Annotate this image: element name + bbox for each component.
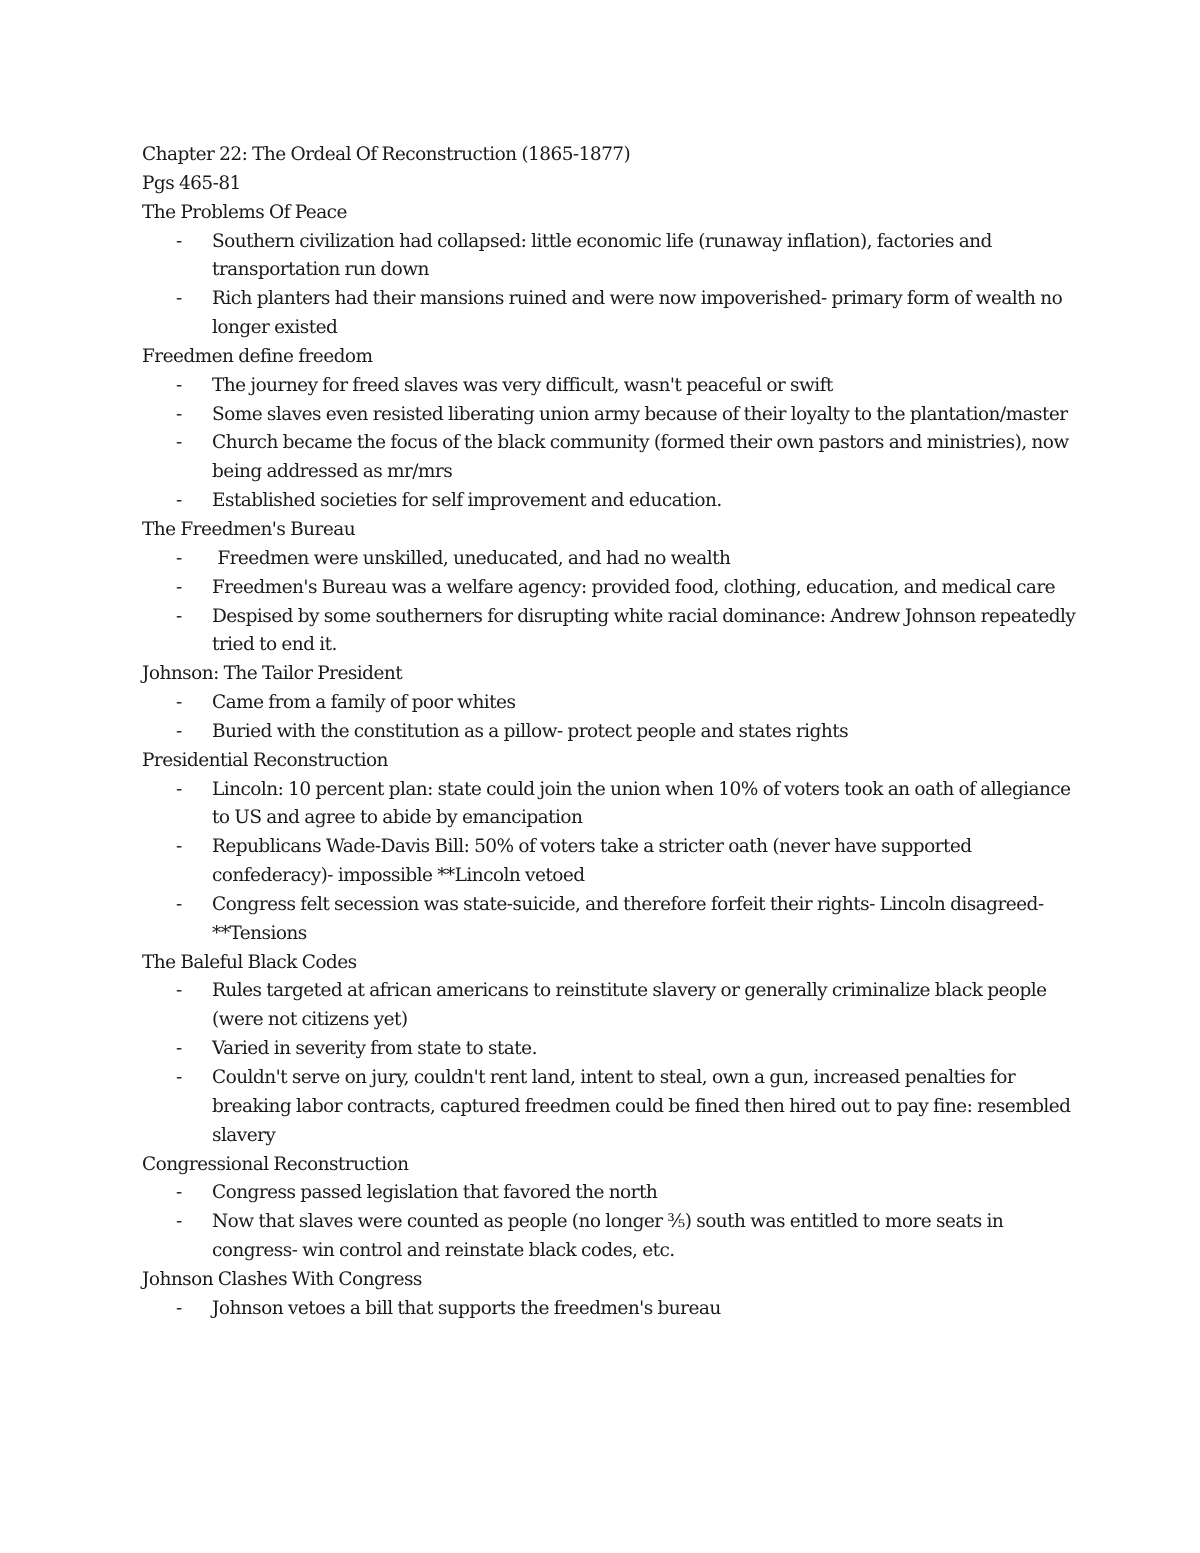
dash-bullet: - [176, 1297, 182, 1319]
bullet-list [142, 689, 1142, 747]
list-item [142, 545, 1092, 574]
dash-bullet: - [176, 720, 182, 742]
dash-bullet: - [176, 893, 182, 915]
bullet-list [142, 1179, 1142, 1266]
list-item [142, 891, 1092, 949]
list-item-text: Some slaves even resisted liberating union army because of their loyalty to the plantation/master [212, 403, 1068, 425]
dash-bullet: - [176, 403, 182, 425]
section-presidential-reconstruction [142, 747, 1142, 949]
page-range: Pgs 465-81 [142, 172, 241, 194]
list-item-text: Despised by some southerners for disrupting white racial dominance: Andrew Johnson repeatedly tried to end it. [212, 605, 1076, 656]
list-item-text: Rich planters had their mansions ruined and were now impoverished- primary form of wealth no longer existed [212, 288, 1063, 339]
list-item [142, 487, 1092, 516]
list-item-text: Lincoln: 10 percent plan: state could join the union when 10% of voters took an oath of allegiance to US and agree to abide by emancipation [212, 778, 1071, 829]
list-item [142, 285, 1092, 343]
list-item-text: Freedmen's Bureau was a welfare agency: provided food, clothing, education, and medical care [212, 576, 1056, 598]
list-item [142, 429, 1092, 487]
list-item [142, 1179, 1092, 1208]
section-tailor-president [142, 660, 1142, 747]
dash-bullet: - [176, 1038, 182, 1060]
dash-bullet: - [176, 1067, 182, 1088]
list-item [142, 977, 1092, 1035]
list-item-text: Congress felt secession was state-suicide, and therefore forfeit their rights- Lincoln disagreed- **Tensions [212, 893, 1044, 944]
section-heading: Congressional Reconstruction [142, 1153, 409, 1175]
list-item-text: Johnson vetoes a bill that supports the freedmen's bureau [212, 1297, 721, 1319]
section-heading: The Freedmen's Bureau [142, 518, 356, 540]
dash-bullet: - [176, 432, 182, 454]
list-item-text: Couldn't serve on jury, couldn't rent land, intent to steal, own a gun, increased penalties for breaking labor contracts, captured freedmen could be fined then hired out to pay fine: resembled slavery [212, 1067, 1071, 1146]
dash-bullet: - [176, 836, 182, 858]
bullet-list [142, 545, 1142, 660]
dash-bullet: - [176, 374, 182, 396]
dash-bullet: - [176, 1211, 182, 1233]
section-freedmens-bureau [142, 516, 1142, 660]
section-congressional-reconstruction [142, 1151, 1142, 1266]
dash-bullet: - [176, 692, 182, 714]
list-item-text: Varied in severity from state to state. [212, 1038, 537, 1060]
dash-bullet: - [176, 778, 182, 800]
list-item [142, 1208, 1092, 1266]
list-item [142, 574, 1092, 603]
dash-bullet: - [176, 288, 182, 310]
list-item [142, 1035, 1092, 1064]
document-title: Chapter 22: The Ordeal Of Reconstruction (1865-1877) [142, 144, 631, 165]
list-item-text: Came from a family of poor whites [212, 692, 516, 714]
list-item [142, 401, 1092, 430]
section-problems-of-peace [142, 199, 1142, 343]
section-freedmen-define-freedom [142, 343, 1142, 516]
list-item-text: Rules targeted at african americans to reinstitute slavery or generally criminalize black people (were not citizens yet) [212, 980, 1047, 1031]
list-item [142, 833, 1092, 891]
dash-bullet: - [176, 605, 182, 627]
list-item [142, 776, 1092, 834]
list-item [142, 228, 1092, 286]
list-item [142, 603, 1092, 661]
section-black-codes [142, 949, 1142, 1151]
section-heading: The Baleful Black Codes [142, 951, 357, 973]
list-item-text: Republicans Wade-Davis Bill: 50% of voters take a stricter oath (never have supported confederacy)- impossible **Lincoln vetoed [212, 836, 972, 887]
bullet-list [142, 228, 1142, 343]
list-item-text: Freedmen were unskilled, uneducated, and had no wealth [212, 547, 731, 569]
list-item-text: Congress passed legislation that favored the north [212, 1182, 658, 1204]
bullet-list [142, 1295, 1142, 1324]
dash-bullet: - [176, 230, 182, 252]
list-item-text: Established societies for self improvement and education. [212, 490, 722, 512]
list-item-text: Southern civilization had collapsed: little economic life (runaway inflation), factories and transportation run down [212, 230, 992, 281]
section-heading: The Problems Of Peace [142, 201, 347, 223]
list-item [142, 1295, 1092, 1324]
section-heading: Presidential Reconstruction [142, 749, 388, 771]
dash-bullet: - [176, 980, 182, 1002]
bullet-list [142, 776, 1142, 949]
list-item-text: Now that slaves were counted as people (no longer ⅗) south was entitled to more seats in congress- win control and reinstate black codes, etc. [212, 1211, 1004, 1262]
list-item [142, 1064, 1092, 1151]
list-item [142, 718, 1092, 747]
section-heading: Johnson: The Tailor President [142, 663, 403, 685]
section-heading: Freedmen define freedom [142, 345, 373, 367]
list-item [142, 689, 1092, 718]
dash-bullet: - [176, 490, 182, 512]
list-item-text: The journey for freed slaves was very difficult, wasn't peaceful or swift [212, 374, 833, 396]
list-item-text: Buried with the constitution as a pillow- protect people and states rights [212, 720, 849, 742]
dash-bullet: - [176, 547, 182, 569]
list-item [142, 372, 1092, 401]
section-johnson-clashes [142, 1266, 1142, 1324]
bullet-list [142, 372, 1142, 516]
bullet-list [142, 977, 1142, 1150]
list-item-text: Church became the focus of the black community (formed their own pastors and ministries), now being addressed as mr/mrs [212, 432, 1069, 483]
dash-bullet: - [176, 1182, 182, 1204]
section-heading: Johnson Clashes With Congress [142, 1268, 422, 1290]
dash-bullet: - [176, 576, 182, 598]
document-page [142, 141, 1142, 1324]
